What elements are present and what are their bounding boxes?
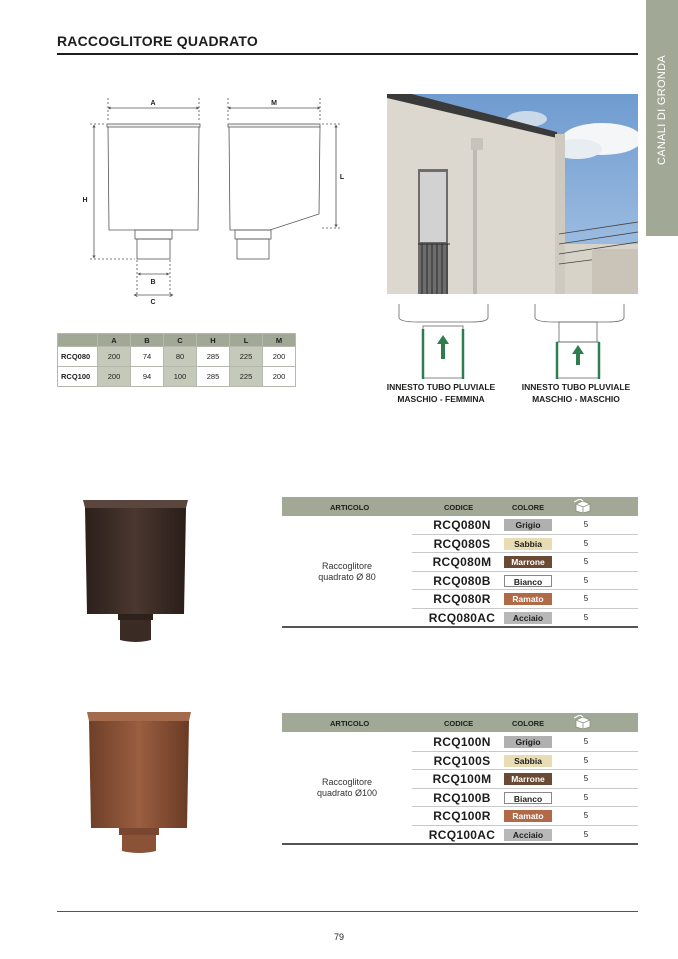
table-row <box>412 807 638 826</box>
table-row <box>412 516 638 535</box>
dimensions-header: L <box>230 334 263 347</box>
product-code: RCQ080R <box>433 592 491 606</box>
section-side-tab-label: CANALI DI GRONDA <box>656 55 668 165</box>
dimensions-cell: 200 <box>98 347 131 367</box>
dimensions-cell: 200 <box>263 347 296 367</box>
front-view <box>90 98 200 297</box>
product-code: RCQ100N <box>433 735 491 749</box>
header-colore: COLORE <box>512 503 545 512</box>
dimensions-header: C <box>164 334 197 347</box>
pack-quantity: 5 <box>583 774 589 783</box>
box-icon <box>574 499 592 513</box>
dimensions-cell: 285 <box>197 367 230 387</box>
product-code: RCQ100AC <box>428 827 496 842</box>
installation-photo <box>387 94 638 294</box>
product-description-line: Raccoglitore <box>321 561 373 571</box>
dimensions-cell: 225 <box>230 367 263 387</box>
product-code: RCQ100S <box>433 753 491 768</box>
table-row <box>412 609 638 628</box>
connector-label-male-female <box>376 381 506 405</box>
table-row <box>412 789 638 808</box>
page-number: 79 <box>333 932 344 942</box>
insert-arrow-icon <box>572 345 584 365</box>
color-badge: Grigio <box>504 736 552 748</box>
dim-label-l: L <box>339 174 345 181</box>
header-articolo: ARTICOLO <box>330 719 370 728</box>
product-description-line: quadrato Ø100 <box>316 788 378 798</box>
product-image-rcq080 <box>78 496 193 646</box>
dim-label-m: M <box>271 100 277 107</box>
pack-quantity: 5 <box>583 575 589 585</box>
section-side-tab <box>646 0 678 236</box>
dimensions-cell: 94 <box>131 367 164 387</box>
dimensions-cell: 80 <box>164 347 197 367</box>
dimensions-header-row <box>58 334 296 347</box>
product-code: RCQ080N <box>433 518 491 532</box>
color-badge: Marrone <box>504 556 552 568</box>
table-row <box>412 733 638 752</box>
table-row <box>412 590 638 609</box>
dim-label-b: B <box>150 279 156 286</box>
dimensions-cell: 225 <box>230 347 263 367</box>
header-codice: CODICE <box>444 719 474 728</box>
table-bottom-rule <box>282 843 638 845</box>
color-badge: Sabbia <box>504 755 552 767</box>
table-row <box>412 770 638 789</box>
table-row <box>412 752 638 771</box>
table-row <box>412 572 638 591</box>
pack-quantity: 5 <box>583 594 589 603</box>
connector-label-male-male <box>511 381 641 405</box>
box-icon <box>574 715 592 729</box>
table-row <box>58 347 296 367</box>
pack-quantity: 5 <box>583 792 589 802</box>
color-badge: Ramato <box>504 593 552 605</box>
header-colore: COLORE <box>512 719 545 728</box>
dimensions-header: M <box>263 334 296 347</box>
connector-label-line: INNESTO TUBO PLUVIALE <box>386 382 496 392</box>
dimensions-cell: 200 <box>263 367 296 387</box>
product-code: RCQ100R <box>433 809 491 823</box>
footer-divider <box>57 911 638 912</box>
pack-quantity: 5 <box>583 612 589 622</box>
product-code: RCQ100B <box>433 790 491 805</box>
insert-arrow-icon <box>437 335 449 359</box>
header-codice: CODICE <box>444 503 474 512</box>
color-badge: Marrone <box>504 773 552 785</box>
product-image-rcq100 <box>83 708 195 856</box>
product-description <box>282 777 412 799</box>
pack-quantity: 5 <box>583 538 589 548</box>
header-articolo: ARTICOLO <box>330 503 370 512</box>
pack-quantity: 5 <box>583 811 589 820</box>
dimensions-row-code: RCQ080 <box>58 347 98 367</box>
dimensions-row-code: RCQ100 <box>58 367 98 387</box>
table-row <box>412 826 638 845</box>
dimensions-cell: 74 <box>131 347 164 367</box>
color-badge: Sabbia <box>504 538 552 550</box>
dimensions-table <box>57 333 296 387</box>
color-badge: Bianco <box>504 575 552 587</box>
dimensions-cell: 100 <box>164 367 197 387</box>
pack-quantity: 5 <box>583 829 589 839</box>
product-code: RCQ080M <box>432 555 492 569</box>
pack-quantity: 5 <box>583 737 589 746</box>
product-description-line: Raccoglitore <box>321 777 373 787</box>
product-table-header <box>282 497 638 516</box>
page-title: RACCOGLITORE QUADRATO <box>57 33 258 49</box>
connector-label-line: MASCHIO - FEMMINA <box>397 394 485 404</box>
table-row <box>412 535 638 554</box>
table-bottom-rule <box>282 626 638 628</box>
pack-quantity: 5 <box>583 755 589 765</box>
color-badge: Grigio <box>504 519 552 531</box>
dim-label-a: A <box>150 100 156 107</box>
product-code: RCQ080AC <box>428 610 496 625</box>
dimensions-cell: 285 <box>197 347 230 367</box>
dimensions-cell: 200 <box>98 367 131 387</box>
dimensions-header: H <box>197 334 230 347</box>
product-code: RCQ100M <box>432 772 492 786</box>
connector-label-line: INNESTO TUBO PLUVIALE <box>521 382 631 392</box>
product-table-header <box>282 713 638 732</box>
technical-drawing <box>80 92 350 307</box>
product-code: RCQ080S <box>433 536 491 551</box>
title-divider <box>57 53 638 55</box>
dimensions-header: A <box>98 334 131 347</box>
pack-quantity: 5 <box>583 520 589 529</box>
product-table-rcq080 <box>282 497 638 627</box>
product-table-rcq100 <box>282 713 638 844</box>
pack-quantity: 5 <box>583 557 589 566</box>
dim-label-h: H <box>82 197 88 204</box>
side-view <box>228 98 342 259</box>
color-badge: Bianco <box>504 792 552 804</box>
dimensions-corner <box>58 334 98 347</box>
connector-diagram <box>387 304 638 379</box>
color-badge: Acciaio <box>504 612 552 624</box>
dim-label-c: C <box>150 299 156 306</box>
dimensions-header: B <box>131 334 164 347</box>
table-row <box>58 367 296 387</box>
product-description <box>282 561 412 583</box>
connector-label-line: MASCHIO - MASCHIO <box>532 394 620 404</box>
color-badge: Ramato <box>504 810 552 822</box>
product-code: RCQ080B <box>433 573 491 588</box>
table-row <box>412 553 638 572</box>
color-badge: Acciaio <box>504 829 552 841</box>
product-description-line: quadrato Ø 80 <box>318 572 376 582</box>
